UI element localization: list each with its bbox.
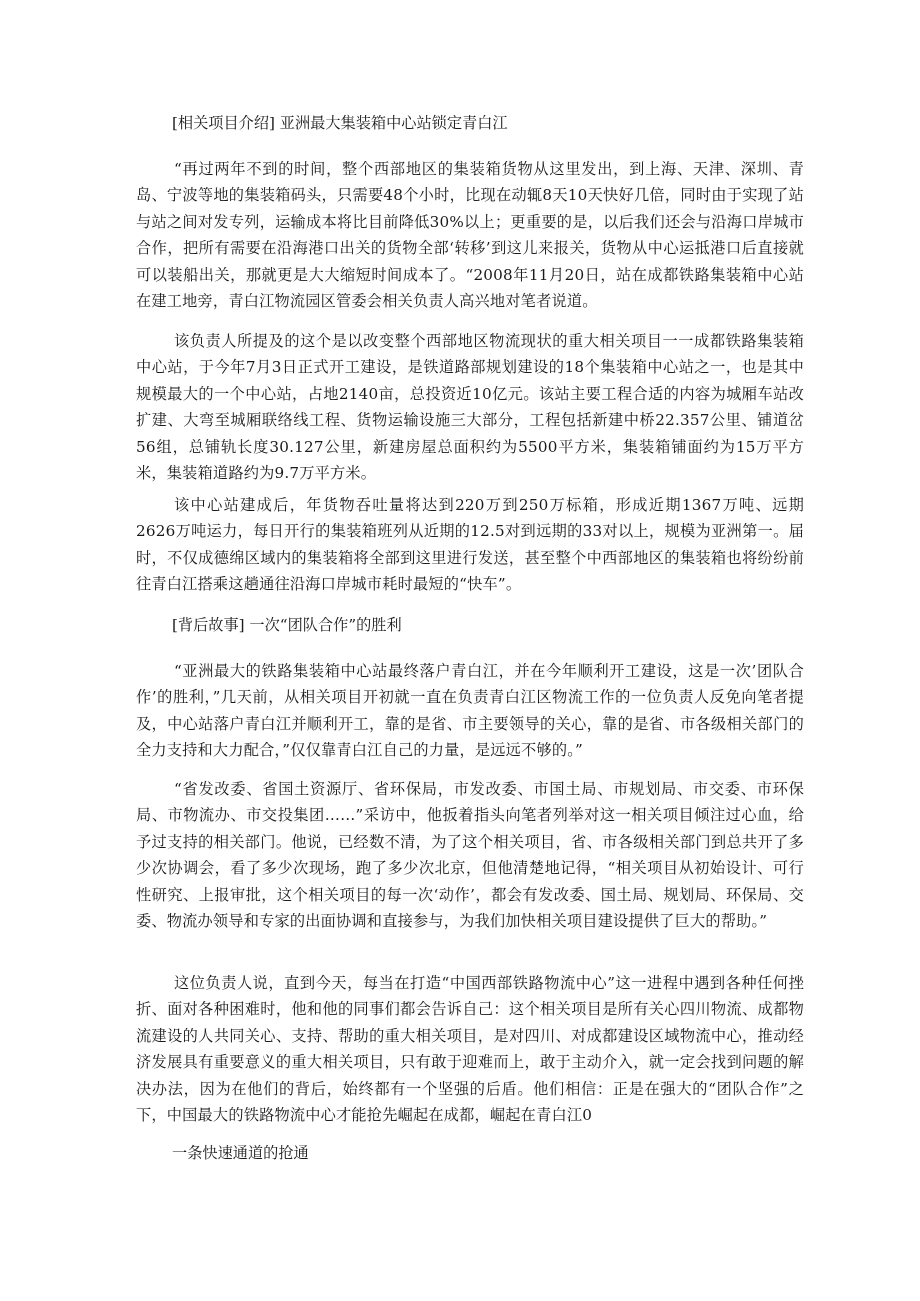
paragraph-responsible-person: 这位负责人说，直到今天，每当在打造“中国西部铁路物流中心”这一进程中遇到各种任何挫折、面对各种困难时，他和他的同事们都会告诉自己：这个相关项目是所有关心四川物流、成都物流建设的人共同关心、支持、帮助的重大相关项目，是对四川、对成都建设区域物流中心，推动经济发展具有重要意义的重大相关项目，只有敢于迎难而上，敢于主动介入，就一定会找到问题的解决办法，因为在他们的背后，始终都有一个坚强的后盾。他们相信：正是在强大的“团队合作”之下，中国最大的铁路物流中心才能抢先崛起在成都，崛起在青白江0 [136, 974, 804, 1125]
paragraph-departments: “省发改委、省国土资源厅、省环保局，市发改委、市国土局、市规划局、市交委、市环保局、市物流办、市交投集团……”采访中，他扳着指头向笔者列举对这一相关项目倾注过心血，给予过支持的相关部门。他说，已经数不清，为了这个相关项目，省、市各级相关部门到总共开了多少次协调会，看了多少次现场，跑了多少次北京，但他清楚地记得，“相关项目从初始设计、可行性研究、上报审批，这个相关项目的每一次‘动作’，都会有发改委、国土局、规划局、环保局、交委、物流办领导和专家的出面协调和直接参与，为我们加快相关项目建设提供了巨大的帮助。” [136, 780, 804, 931]
section-heading-project-intro: [相关项目介绍] 亚洲最大集装箱中心站锁定青白江 [172, 114, 508, 132]
paragraph-project-overview: 该负责人所提及的这个是以改变整个西部地区物流现状的重大相关项目一一成都铁路集装箱中心站，于今年7月3日正式开工建设，是铁道路部规划建设的18个集装箱中心站之一，也是其中规模最大的一个中心站，占地2140亩，总投资近10亿元。该站主要工程合适的内容为城厢车站改扩建、大弯至城厢联络线工程、货物运输设施三大部分，工程包括新建中桥22.357公里、铺道岔56组，总铺轨长度30.127公里，新建房屋总面积约为5500平方米，集装箱铺面约为15万平方米，集装箱道路约为9.7万平方米。 [136, 332, 804, 483]
section-heading-fast-channel: 一条快速通道的抢通 [172, 1144, 309, 1162]
paragraph-quote-opening: “再过两年不到的时间，整个西部地区的集装箱货物从这里发出，到上海、天津、深圳、青岛、宁波等地的集装箱码头，只需要48个小时，比现在动辄8天10天快好几倍，同时由于实现了站与站之间对发专列，运输成本将比目前降低30%以上；更重要的是，以后我们还会与沿海口岸城市合作，把所有需要在沿海港口出关的货物全部‘转移’到这儿来报关，货物从中心运抵港口后直接就可以装船出关，那就更是大大缩短时间成本了。“2008年11月20日，站在成都铁路集装箱中心站在建工地旁，青白江物流园区管委会相关负责人高兴地对笔者说道。 [136, 160, 804, 311]
paragraph-team-victory: “亚洲最大的铁路集装箱中心站最终落户青白江，并在今年顺利开工建设，这是一次’团队合作’的胜利，”几天前，从相关项目开初就一直在负责青白江区物流工作的一位负责人反免向笔者提及，中心站落户青白江并顺利开工，靠的是省、市主要领导的关心，靠的是省、市各级相关部门的全力支持和大力配合，”仅仅靠青白江自己的力量，是远远不够的。” [136, 662, 804, 760]
section-heading-background-story: [背后故事] 一次“团队合作”的胜利 [172, 616, 402, 634]
paragraph-capacity: 该中心站建成后，年货物吞吐量将达到220万到250万标箱，形成近期1367万吨、远期2626万吨运力，每日开行的集装箱班列从近期的12.5对到远期的33对以上，规模为亚洲第一。届时，不仅成德绵区域内的集装箱将全部到这里进行发送，甚至整个中西部地区的集装箱也将纷纷前往青白江搭乘这趟通往沿海口岸城市耗时最短的“快车”。 [136, 496, 804, 594]
